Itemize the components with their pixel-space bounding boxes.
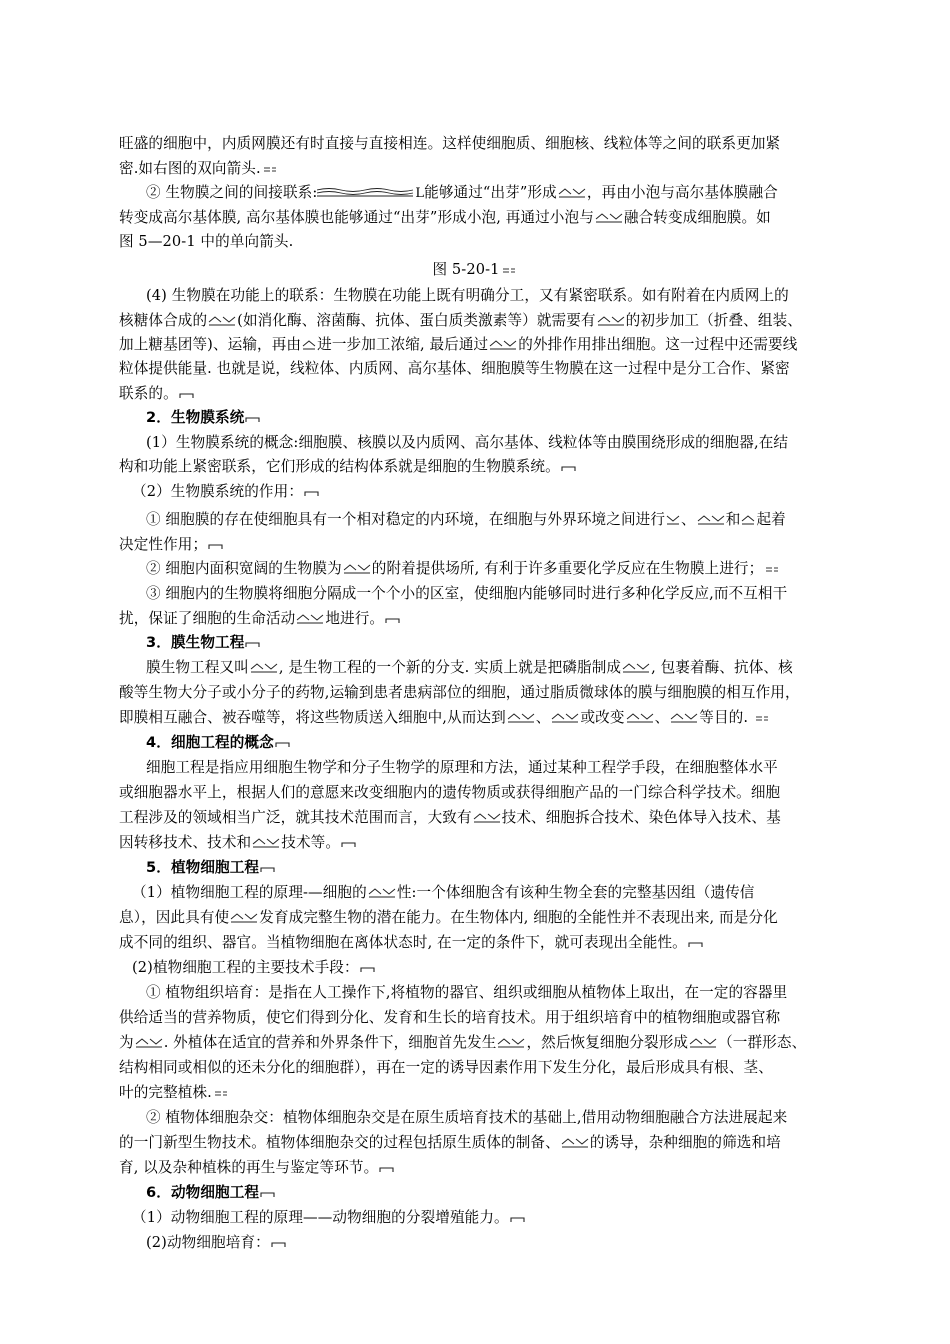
- text-line: (1）生物膜系统的概念:细胞膜、核膜以及内质网、高尔基体、线粒体等由膜围绕形成的细胞器,在结: [146, 434, 789, 451]
- fill-blank: [251, 836, 281, 848]
- fill-blank: [625, 711, 655, 723]
- fill-blank: [134, 1036, 164, 1048]
- fill-blank: [249, 661, 279, 673]
- text-line: 息），因此具有使 发育成完整生物的潜在能力。在生物体内, 细胞的全能性并不表现出来, 而是分化: [119, 909, 778, 926]
- line-break-icon: [259, 862, 277, 874]
- text-line: (2)植物细胞工程的主要技术手段：: [132, 956, 377, 980]
- paragraph-mark-icon: [753, 712, 771, 724]
- text-line: 细胞工程是指应用细胞生物学和分子生物学的原理和方法，通过某种工程学手段，在细胞整体水平: [146, 759, 778, 776]
- fill-blank: [594, 211, 624, 223]
- line-break-icon: [303, 486, 321, 498]
- line-break-icon: [244, 637, 262, 649]
- text-line: 结构相同或相似的还未分化的细胞群），再在一定的诱导因素作用下发生分化，最后形成具有根、茎、: [119, 1059, 773, 1076]
- text-line: ① 细胞膜的存在使细胞具有一个相对稳定的内环境，在细胞与外界环境之间进行 、 和 起着: [146, 511, 786, 528]
- section-heading: 3．膜生物工程: [146, 631, 262, 655]
- text-line: ② 细胞内面积宽阔的生物膜为 的附着提供场所, 有利于许多重要化学反应在生物膜上进行；: [146, 557, 781, 581]
- line-break-icon: [259, 1187, 277, 1199]
- fill-blank: [550, 711, 580, 723]
- line-break-icon: [340, 837, 358, 849]
- text-line: 加上糖基团等)、运输，再由 进一步加工浓缩, 最后通过 的外排作用排出细胞。这一过程中还需要线: [119, 336, 798, 353]
- text-line: (2)动物细胞培育：: [146, 1231, 288, 1255]
- text-line: 工程涉及的领域相当广泛，就其技术范围而言，大致有 技术、细胞拆合技术、染色体导入技术、基: [119, 809, 781, 826]
- paragraph-mark-icon: [261, 163, 279, 175]
- text-line: 叶的完整植株.: [119, 1081, 230, 1105]
- text-line: 图 5—20-1 中的单向箭头.: [119, 233, 294, 250]
- fill-blank: [696, 513, 726, 525]
- text-line: 扰，保证了细胞的生命活动 地进行。: [119, 607, 402, 631]
- fill-blank: [295, 612, 325, 624]
- fill-blank: [367, 886, 397, 898]
- fill-blank: [472, 811, 502, 823]
- fill-blank: [560, 1136, 590, 1148]
- section-heading: 5．植物细胞工程: [146, 856, 277, 880]
- paragraph-mark-icon: [212, 1087, 230, 1099]
- text-line: 的一门新型生物技术。植物体细胞杂交的过程包括原生质体的制备、 的诱导，杂种细胞的筛选和培: [119, 1134, 781, 1151]
- text-line: 膜生物工程又叫 , 是生物工程的一个新的分支. 实质上就是把磷脂制成 , 包裹着酶、抗体、核: [146, 659, 793, 676]
- line-break-icon: [384, 613, 402, 625]
- line-break-icon: [359, 962, 377, 974]
- text-line: 供给适当的营养物质，使它们得到分化、发育和生长的培育技术。用于组织培育中的植物细胞或器官称: [119, 1009, 781, 1026]
- fill-blank: [740, 513, 756, 525]
- text-line: 转变成高尔基体膜, 高尔基体膜也能够通过“出芽”形成小泡, 再通过小泡与 融合转变成细胞膜。如: [119, 209, 771, 226]
- fill-blank: [596, 314, 626, 326]
- text-line: 酸等生物大分子或小分子的药物,运输到患者患病部位的细胞，通过脂质微球体的膜与细胞膜的相互作用，: [119, 684, 800, 701]
- fill-blank: [496, 1036, 526, 1048]
- line-break-icon: [687, 937, 705, 949]
- text-line: 粒体提供能量. 也就是说，线粒体、内质网、高尔基体、细胞膜等生物膜在这一过程中是分工合作、紧密: [119, 360, 790, 377]
- fill-blank: [317, 186, 415, 198]
- section-heading: 4．细胞工程的概念: [146, 731, 292, 755]
- paragraph-mark-icon: [763, 563, 781, 575]
- figure-caption: 图 5-20-1: [0, 258, 950, 282]
- fill-blank: [621, 661, 651, 673]
- fill-blank: [669, 711, 699, 723]
- text-line: 为 . 外植体在适宜的营养和外界条件下，细胞首先发生 ，然后恢复细胞分裂形成 （一群形态、: [119, 1034, 807, 1051]
- fill-blank: [301, 338, 317, 350]
- line-break-icon: [560, 461, 578, 473]
- line-break-icon: [378, 1162, 396, 1174]
- line-break-icon: [207, 539, 225, 551]
- text-line: （1）动物细胞工程的原理——动物细胞的分裂增殖能力。: [132, 1206, 527, 1230]
- text-line: 核糖体合成的 (如消化酶、溶菌酶、抗体、蛋白质类激素等）就需要有 的初步加工（折叠、组装、: [119, 312, 802, 329]
- text-line: 联系的。: [119, 382, 196, 406]
- text-line: ③ 细胞内的生物膜将细胞分隔成一个个小的区室，使细胞内能够同时进行多种化学反应,而不互相干: [146, 585, 788, 602]
- text-line: 育, 以及杂种植株的再生与鉴定等环节。: [119, 1156, 396, 1180]
- text-line: ② 植物体细胞杂交：植物体细胞杂交是在原生质培育技术的基础上,借用动物细胞融合方法进展起来: [146, 1109, 788, 1126]
- text-line: 旺盛的细胞中，内质网膜还有时直接与直接相连。这样使细胞质、细胞核、线粒体等之间的联系更加紧: [119, 135, 781, 152]
- text-line: (4) 生物膜在功能上的联系：生物膜在功能上既有明确分工，又有紧密联系。如有附着在内质网上的: [146, 287, 789, 304]
- text-line: 或细胞器水平上，根据人们的意愿来改变细胞内的遗传物质或获得细胞产品的一门综合科学技术。细胞: [119, 784, 781, 801]
- text-line: 决定性作用；: [119, 533, 225, 557]
- section-heading: 2．生物膜系统: [146, 406, 262, 430]
- text-line: 即膜相互融合、被吞噬等，将这些物质送入细胞中,从而达到 、 或改变 、 等目的.: [119, 706, 771, 730]
- fill-blank: [488, 338, 518, 350]
- text-line: （1）植物细胞工程的原理-—细胞的 性:一个体细胞含有该种生物全套的完整基因组（遗传信: [132, 884, 755, 901]
- paragraph-mark-icon: [500, 264, 518, 276]
- line-break-icon: [270, 1237, 288, 1249]
- text-line: （2）生物膜系统的作用：: [132, 480, 321, 504]
- line-break-icon: [274, 737, 292, 749]
- fill-blank: [342, 562, 372, 574]
- text-line: ① 植物组织培育：是指在人工操作下,将植物的器官、组织或细胞从植物体上取出，在一定的容器里: [146, 984, 788, 1001]
- fill-blank: [229, 911, 259, 923]
- line-break-icon: [509, 1212, 527, 1224]
- text-line: 密.如右图的双向箭头.: [119, 157, 279, 181]
- text-line: ② 生物膜之间的间接联系: L能够通过“出芽”形成 ，再由小泡与高尔基体膜融合: [146, 184, 778, 201]
- text-line: 构和功能上紧密联系，它们形成的结构体系就是细胞的生物膜系统。: [119, 455, 578, 479]
- fill-blank: [207, 314, 237, 326]
- text-line: 成不同的组织、器官。当植物细胞在离体状态时, 在一定的条件下，就可表现出全能性。: [119, 931, 705, 955]
- fill-blank: [688, 1036, 718, 1048]
- text-line: 因转移技术、技术和 技术等。: [119, 831, 358, 855]
- fill-blank: [557, 186, 587, 198]
- fill-blank: [506, 711, 536, 723]
- section-heading: 6．动物细胞工程: [146, 1181, 277, 1205]
- fill-blank: [665, 513, 681, 525]
- line-break-icon: [244, 412, 262, 424]
- line-break-icon: [178, 388, 196, 400]
